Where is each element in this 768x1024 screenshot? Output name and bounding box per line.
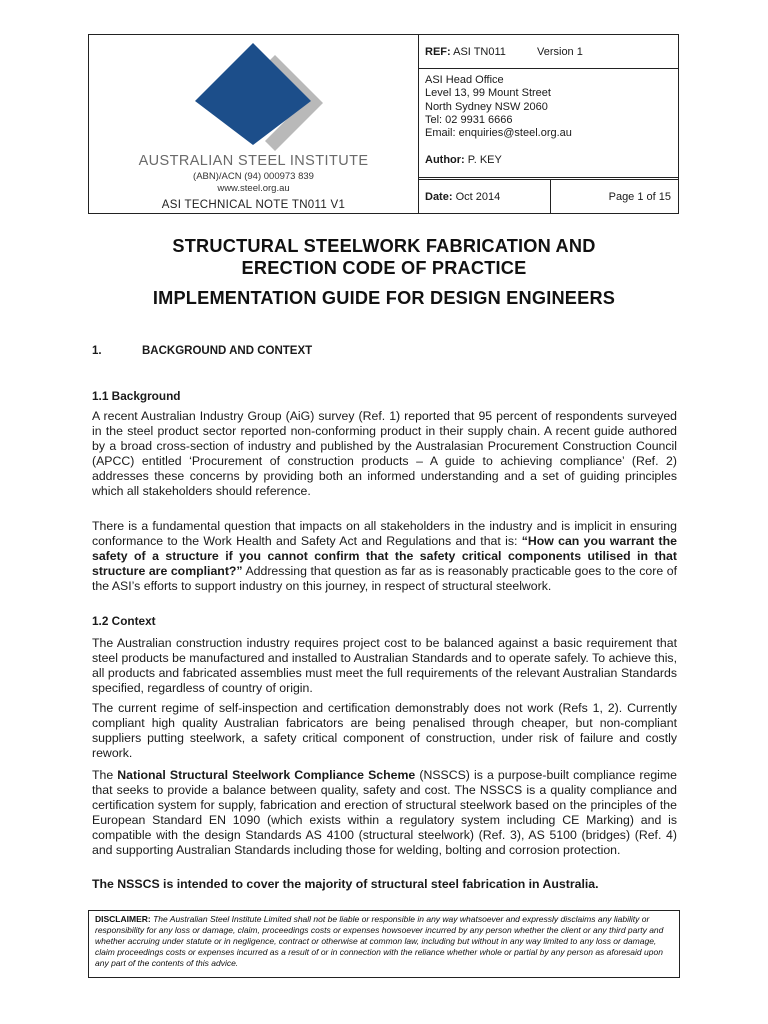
paragraph-context-1: The Australian construction industry requires project cost to be balanced against a basic requirement that steel products be manufactured and installed to Australian Standards and to operate safely. To achieve this, all products and fabricated assemblies must meet the full requirements of the relevant Australian Standards specified, regardless of country of origin. [92, 636, 677, 696]
key-question: “How can you warrant the safety of a structure if you cannot confirm that the safety critical components utilised in that structure are compliant?” [92, 534, 677, 579]
tech-note-id: ASI TECHNICAL NOTE TN011 V1 [161, 199, 346, 211]
document-header [88, 34, 679, 214]
paragraph-context-2: The current regime of self-inspection and certification demonstrably does not work (Refs 1, 2). Currently compliant high quality Australian fabricators are being penalised through cheaper, but non-compliant suppliers putting steelwork, a safety critical component of construction, under risk of failure and costly rework. [92, 701, 677, 761]
ref-cell [418, 35, 678, 69]
section-heading [92, 345, 312, 357]
subsection-heading-background: 1.1 Background [92, 389, 181, 403]
paragraph-text: There is a fundamental question that impacts on all stakeholders in the industry and is implicit in ensuring conformance to the Work Health and Safety Act and Regulations and that is: [92, 519, 677, 549]
document-subtitle: IMPLEMENTATION GUIDE FOR DESIGN ENGINEERS [152, 288, 616, 308]
section-title: BACKGROUND AND CONTEXT [142, 345, 313, 357]
paragraph-background-2 [92, 519, 677, 594]
document-title-line-2: ERECTION CODE OF PRACTICE [241, 258, 527, 278]
author-label: Author: [425, 154, 465, 166]
address-line: North Sydney NSW 2060 [425, 100, 548, 113]
key-statement: The NSSCS is intended to cover the majority of structural steel fabrication in Australia. [92, 877, 599, 891]
page-number: Page 1 of 15 [550, 180, 678, 213]
header-logo-panel [89, 35, 419, 213]
header-info-panel [418, 35, 678, 213]
paragraph-text: (NSSCS) is a purpose-built compliance regime that seeks to provide a balance between quality, safety and cost. The NSSCS is a quality compliance and certification system for supply, fabrication and erection of structural steelwork based on the principles of the European Standard EN 1090 (which exists within a regulatory system including CE Marking) and is compatible with the design Standards AS 4100 (structural steelwork) (Ref. 3), AS 5100 (bridges) (Ref. 4) and supporting Australian Standards including those for welding, bolting and corrosion protection. [92, 768, 678, 858]
phone-line: Tel: 02 9931 6666 [425, 113, 513, 126]
address-line: ASI Head Office [425, 74, 504, 86]
ref-value: ASI TN011 [453, 46, 506, 58]
author-value: P. KEY [467, 154, 502, 166]
paragraph-background-1: A recent Australian Industry Group (AiG) survey (Ref. 1) reported that 95 percent of respondents surveyed in the steel product sector reported non-conforming product in their supply chain. A recent guide authored by a broad cross-section of industry and published by the Australasian Procurement Construction Council (APCC) entitled ‘Procurement of construction products – A guide to achieving compliance’ (Ref. 2) addresses these concerns by providing both an informed understanding and a set of guiding principles which all stakeholders should reference. [92, 409, 677, 499]
abn-number: (ABN)/ACN (94) 000973 839 [193, 171, 314, 182]
disclaimer-text: The Australian Steel Institute Limited shall not be liable or responsible in any way whatsoever and expressly disclaims any liability or responsibility for any loss or damage, claim, proceedings costs or expenses howsoever incurred by any person whether the client or any third party and whether accruing under statute or in negligence, contract or otherwise at common law, including but without in any way limited to any loss or damage, claim proceedings costs or expenses incurred as a result of or in connection with the reliance whether whole or partial by any person as aforesaid upon any part of the contents of this advice. [95, 914, 664, 969]
date-label: Date: [425, 191, 453, 203]
brand-name: AUSTRALIAN STEEL INSTITUTE [138, 153, 369, 169]
asi-logo-mark [89, 35, 418, 155]
ref-label: REF: [425, 46, 451, 58]
section-number: 1. [92, 345, 102, 357]
date-value: Oct 2014 [455, 191, 501, 203]
author-cell [418, 143, 678, 180]
scheme-name: National Structural Steelwork Compliance Scheme [117, 768, 416, 782]
address-line: Level 13, 99 Mount Street [425, 87, 551, 100]
disclaimer-label: DISCLAIMER: [95, 914, 151, 924]
document-title-line-1: STRUCTURAL STEELWORK FABRICATION AND [172, 236, 596, 256]
website-link[interactable]: www.steel.org.au [217, 183, 290, 194]
version: Version 1 [536, 46, 583, 58]
paragraph-context-4 [92, 877, 677, 892]
subsection-heading-context: 1.2 Context [92, 614, 156, 628]
email-line: Email: enquiries@steel.org.au [425, 127, 572, 140]
paragraph-context-3 [92, 768, 677, 859]
disclaimer-box [88, 910, 680, 978]
paragraph-text: The [92, 768, 118, 782]
date-cell [418, 180, 678, 214]
paragraph-text: Addressing that question as far as is reasonably practicable goes to the core of the ASI’s efforts to support industry on this journey, in respect of structural steelwork. [92, 564, 677, 594]
